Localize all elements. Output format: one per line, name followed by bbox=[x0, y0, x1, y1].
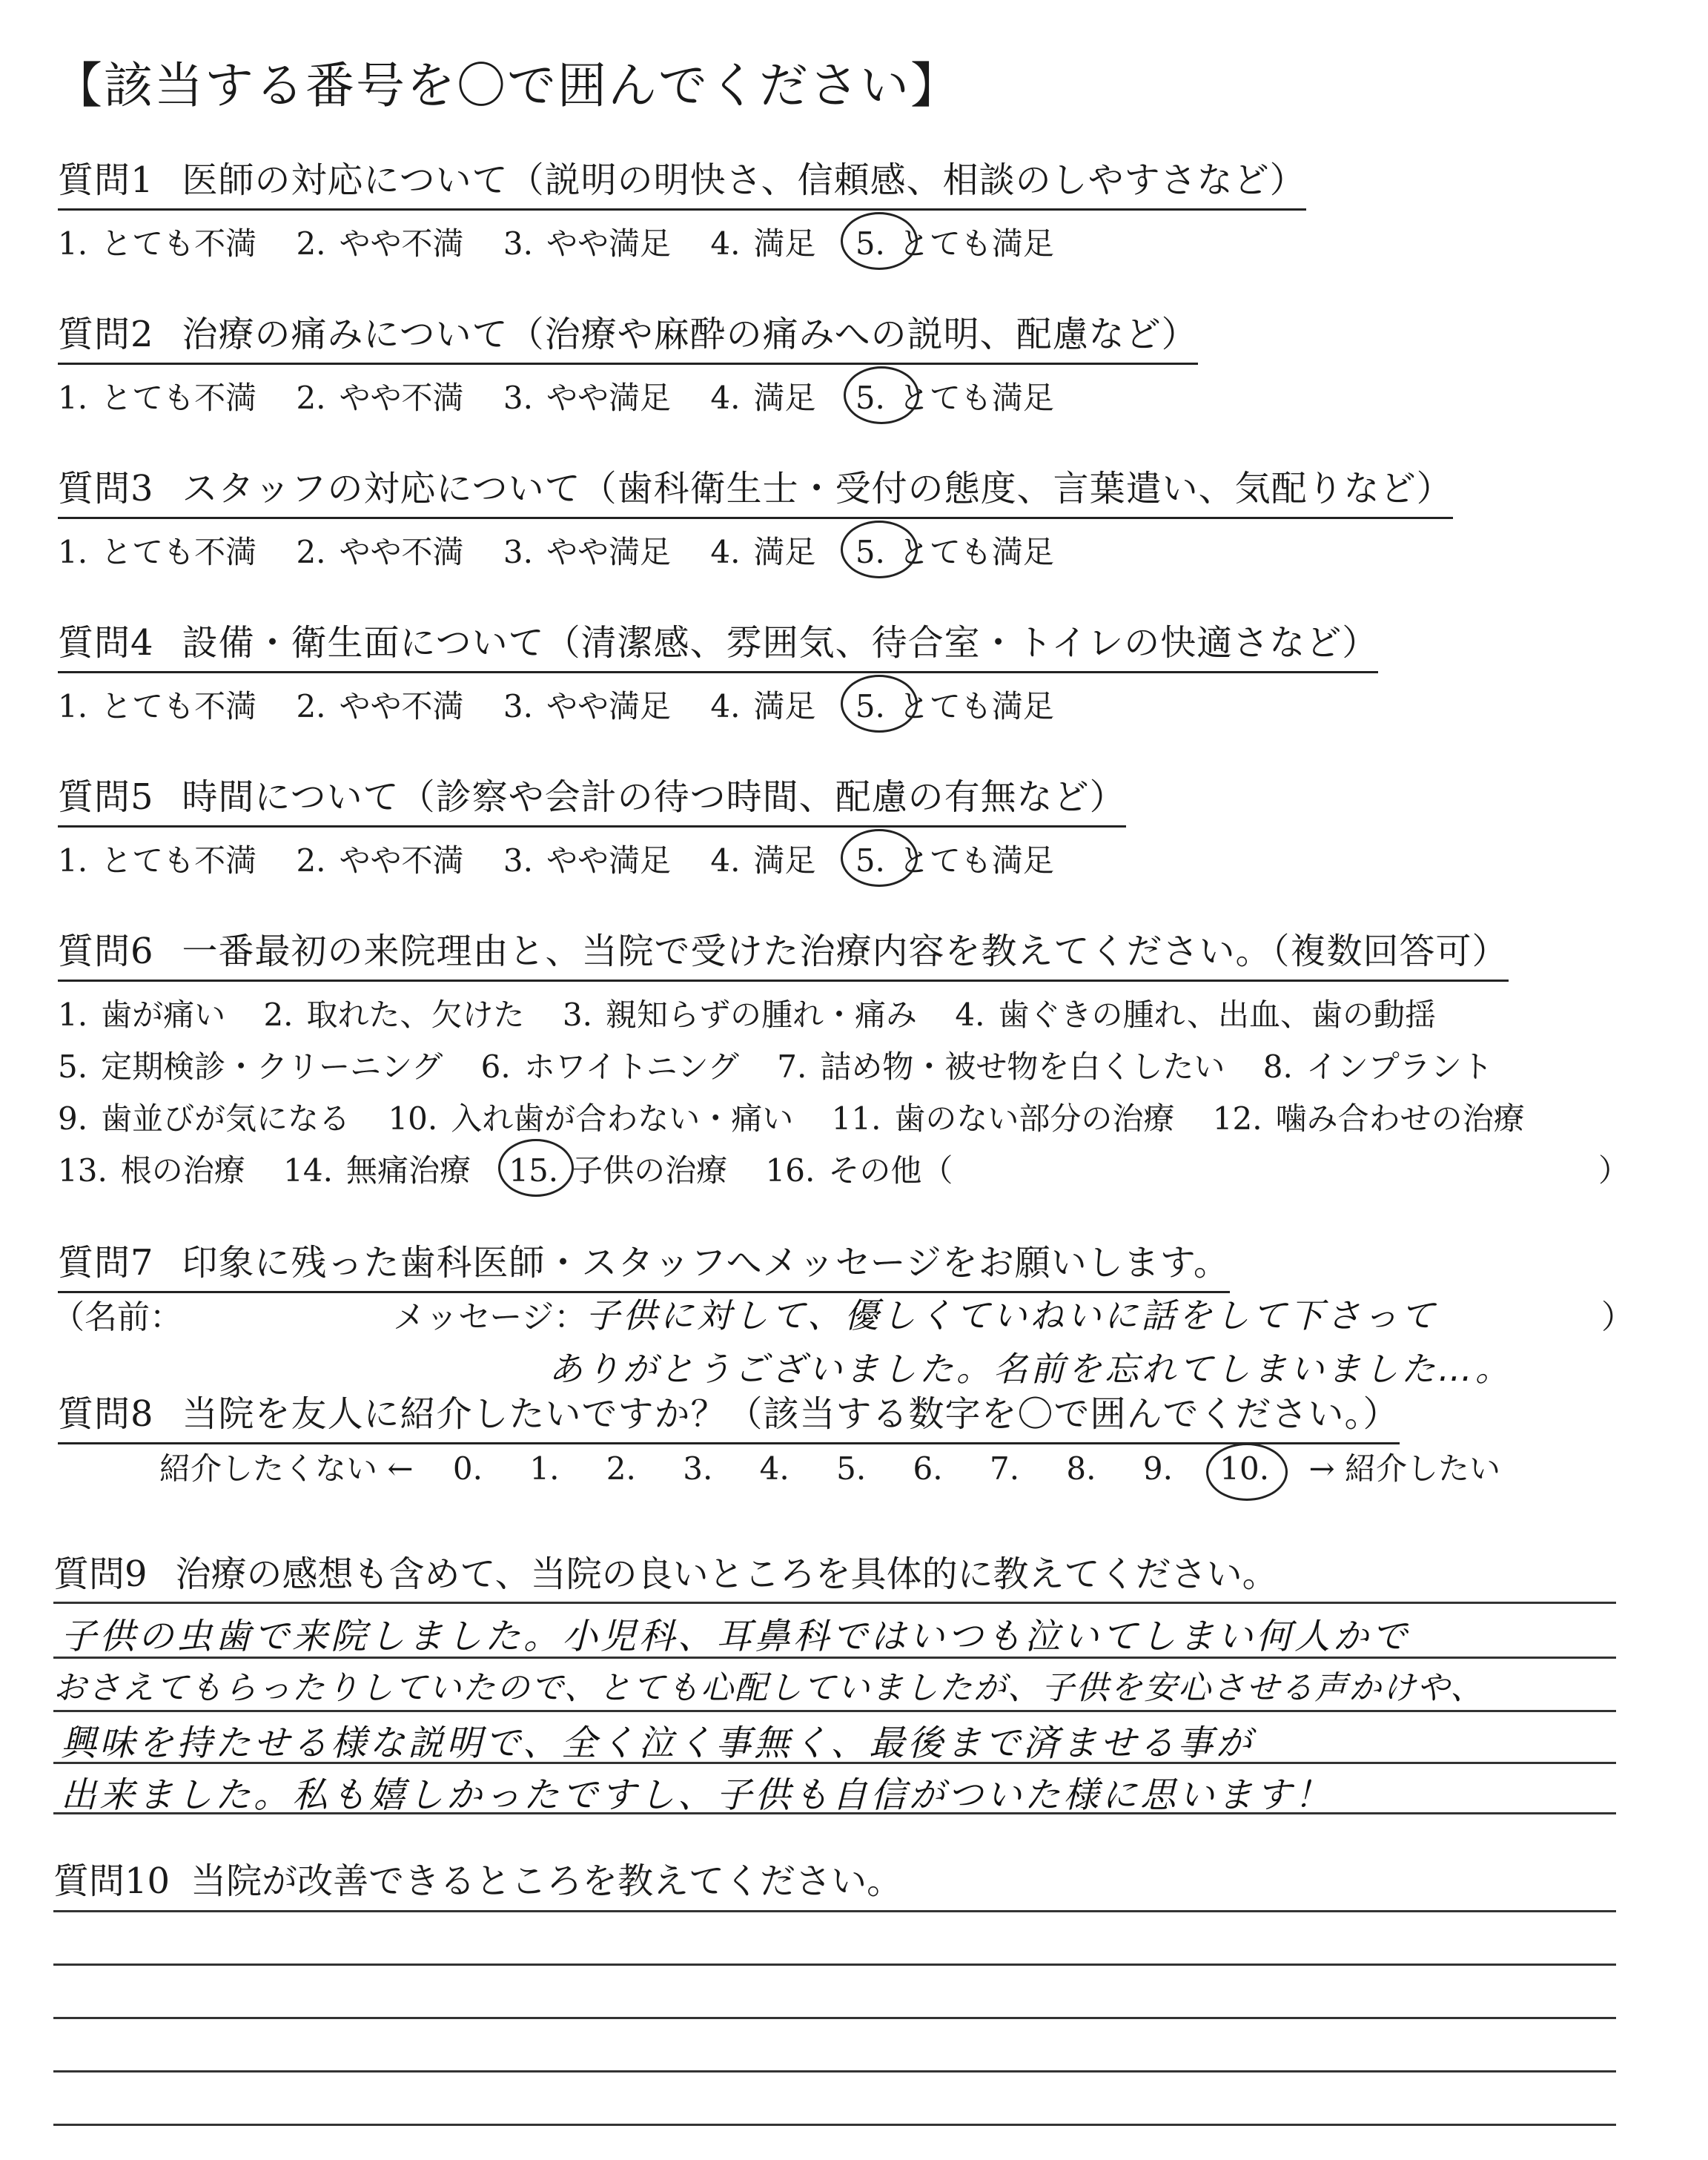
rating-option-4[interactable]: 4. 満足 bbox=[710, 225, 816, 262]
rating-option-1[interactable]: 1. とても不満 bbox=[58, 842, 257, 879]
close-paren: ） bbox=[1598, 1152, 1630, 1189]
question-number: 質問1 bbox=[58, 159, 154, 201]
question-2 bbox=[58, 305, 1198, 418]
answer-line[interactable] bbox=[53, 1964, 1616, 1966]
scale-10-selected[interactable]: 10. bbox=[1219, 1450, 1269, 1487]
rating-option-3[interactable]: 3. やや満足 bbox=[503, 842, 671, 879]
close-paren: ） bbox=[1601, 1298, 1634, 1336]
answer-line[interactable] bbox=[53, 1910, 1616, 1912]
treatment-option[interactable]: 9. 歯並びが気になる bbox=[58, 1100, 351, 1137]
question-text: 医師の対応について（説明の明快さ、信頼感、相談のしやすさなど） bbox=[182, 159, 1306, 201]
scale-8[interactable]: 8. bbox=[1066, 1450, 1096, 1487]
question-2-title: 質問2 治療の痛みについて（治療や麻酔の痛みへの説明、配慮など） bbox=[58, 305, 1198, 365]
treatment-option[interactable]: 11. 歯のない部分の治療 bbox=[831, 1100, 1175, 1137]
question-6 bbox=[58, 922, 1630, 1198]
rating-option-5[interactable]: 5. とても満足 bbox=[855, 682, 1054, 727]
scale-3[interactable]: 3. bbox=[683, 1450, 713, 1487]
rating-option-1[interactable]: 1. とても不満 bbox=[58, 534, 257, 570]
question-6-title: 質問6 一番最初の来院理由と、当院で受けた治療内容を教えてください。（複数回答可） bbox=[58, 922, 1509, 982]
answer-line bbox=[53, 1602, 1616, 1604]
treatment-option[interactable]: 6. ホワイトニング bbox=[480, 1048, 739, 1085]
name-label: （名前： bbox=[52, 1298, 182, 1336]
question-3-title: 質問3 スタッフの対応について（歯科衛生士・受付の態度、言葉遣い、気配りなど） bbox=[58, 460, 1453, 519]
handwritten-answer-line-1: 子供の虫歯で来院しました。小児科、耳鼻科ではいつも泣いてしまい何人かで bbox=[61, 1616, 1411, 1657]
question-7 bbox=[58, 1234, 1230, 1293]
referral-scale bbox=[159, 1444, 1500, 1489]
page-title: 【該当する番号を〇で囲んでください】 bbox=[53, 57, 961, 114]
scale-0[interactable]: 0. bbox=[452, 1450, 483, 1487]
rating-option-5[interactable]: 5. とても満足 bbox=[855, 836, 1054, 881]
answer-line[interactable] bbox=[53, 2017, 1616, 2019]
handwritten-message-line-2: ありがとうございました。名前を忘れてしまいました…。 bbox=[549, 1349, 1512, 1389]
question-8 bbox=[58, 1385, 1400, 1444]
scale-9[interactable]: 9. bbox=[1142, 1450, 1173, 1487]
question-7-title: 質問7 印象に残った歯科医師・スタッフへメッセージをお願いします。 bbox=[58, 1234, 1230, 1293]
question-8-title: 質問8 当院を友人に紹介したいですか？（該当する数字を〇で囲んでください。） bbox=[58, 1385, 1400, 1444]
scale-2[interactable]: 2. bbox=[606, 1450, 636, 1487]
answer-line[interactable] bbox=[53, 2124, 1616, 2126]
answer-line[interactable] bbox=[53, 2070, 1616, 2073]
answer-line bbox=[53, 1762, 1616, 1764]
rating-option-2[interactable]: 2. やや不満 bbox=[296, 842, 464, 879]
treatment-option-selected[interactable]: 15. 子供の治療 bbox=[509, 1146, 727, 1191]
treatment-option[interactable]: 3. 親知らずの腫れ・痛み bbox=[562, 997, 917, 1033]
rating-option-4[interactable]: 4. 満足 bbox=[710, 534, 816, 570]
treatment-option[interactable]: 10. 入れ歯が合わない・痛い bbox=[388, 1100, 794, 1137]
question-1-title bbox=[58, 151, 1306, 211]
question-4 bbox=[58, 614, 1378, 727]
rating-option-5[interactable]: 5. とても満足 bbox=[855, 528, 1054, 572]
handwritten-answer-line-3: 興味を持たせる様な説明で、全く泣く事無く、最後まで済ませる事が bbox=[61, 1723, 1255, 1764]
scale-4[interactable]: 4. bbox=[759, 1450, 790, 1487]
rating-option-4[interactable]: 4. 満足 bbox=[710, 688, 816, 724]
scale-5[interactable]: 5. bbox=[836, 1450, 867, 1487]
handwritten-answer-line-4: 出来ました。私も嬉しかったですし、子供も自信がついた様に思います！ bbox=[61, 1774, 1334, 1816]
rating-option-1[interactable]: 1. とても不満 bbox=[58, 688, 257, 724]
scale-7[interactable]: 7. bbox=[989, 1450, 1020, 1487]
rating-option-2[interactable]: 2. やや不満 bbox=[296, 225, 464, 262]
treatment-option[interactable]: 7. 詰め物・被せ物を白くしたい bbox=[777, 1048, 1225, 1085]
question-3 bbox=[58, 460, 1453, 572]
scale-6[interactable]: 6. bbox=[913, 1450, 943, 1487]
question-5-title: 質問5 時間について（診察や会計の待つ時間、配慮の有無など） bbox=[58, 768, 1126, 828]
treatment-row-3 bbox=[58, 1094, 1553, 1146]
rating-scale bbox=[58, 528, 1453, 572]
question-1 bbox=[58, 151, 1306, 264]
rating-option-1[interactable]: 1. とても不満 bbox=[58, 380, 257, 416]
rating-option-3[interactable]: 3. やや満足 bbox=[503, 225, 671, 262]
rating-scale bbox=[58, 682, 1378, 727]
question-10-title: 質問10 当院が改善できるところを教えてください。 bbox=[53, 1860, 903, 1902]
treatment-option[interactable]: 8. インプラント bbox=[1262, 1048, 1493, 1085]
treatment-option[interactable]: 13. 根の治療 bbox=[58, 1152, 245, 1189]
rating-option-3[interactable]: 3. やや満足 bbox=[503, 534, 671, 570]
treatment-option[interactable]: 1. 歯が痛い bbox=[58, 997, 226, 1033]
treatment-row-1 bbox=[58, 991, 1553, 1043]
rating-option-5[interactable]: 5. とても満足 bbox=[855, 374, 1054, 418]
treatment-row-4 bbox=[58, 1146, 1630, 1198]
rating-option-2[interactable]: 2. やや不満 bbox=[296, 534, 464, 570]
rating-option-2[interactable]: 2. やや不満 bbox=[296, 380, 464, 416]
rating-option-4[interactable]: 4. 満足 bbox=[710, 380, 816, 416]
rating-option-1[interactable]: 1. とても不満 bbox=[58, 225, 257, 262]
treatment-option[interactable]: 4. 歯ぐきの腫れ、出血、歯の動揺 bbox=[955, 997, 1436, 1033]
handwritten-message-line-1: 子供に対して、優しくていねいに話をして下さって bbox=[586, 1295, 1438, 1335]
treatment-option[interactable]: 5. 定期検診・クリーニング bbox=[58, 1048, 443, 1085]
rating-scale bbox=[58, 219, 1306, 264]
scale-1[interactable]: 1. bbox=[529, 1450, 560, 1487]
question-5 bbox=[58, 768, 1126, 881]
answer-line bbox=[53, 1812, 1616, 1814]
treatment-row-2 bbox=[58, 1043, 1553, 1094]
treatment-option[interactable]: 16. その他（ bbox=[765, 1152, 953, 1189]
not-recommend-label: 紹介したくない ← bbox=[159, 1450, 414, 1487]
recommend-label: → 紹介したい bbox=[1308, 1450, 1500, 1487]
handwritten-answer-line-2: おさえてもらったりしていたので、とても心配していましたが、子供を安心させる声かけや、 bbox=[53, 1669, 1485, 1707]
rating-option-5[interactable]: 5. とても満足 bbox=[855, 219, 1054, 264]
treatment-option[interactable]: 14. 無痛治療 bbox=[283, 1152, 471, 1189]
treatment-option[interactable]: 2. 取れた、欠けた bbox=[263, 997, 525, 1033]
question-9-title: 質問9 治療の感想も含めて、当院の良いところを具体的に教えてください。 bbox=[53, 1553, 1278, 1595]
treatment-options bbox=[58, 991, 1630, 1198]
rating-option-3[interactable]: 3. やや満足 bbox=[503, 380, 671, 416]
rating-option-4[interactable]: 4. 満足 bbox=[710, 842, 816, 879]
rating-scale bbox=[58, 374, 1198, 418]
treatment-option[interactable]: 12. 噛み合わせの治療 bbox=[1212, 1100, 1525, 1137]
answer-line bbox=[53, 1657, 1616, 1659]
rating-option-2[interactable]: 2. やや不満 bbox=[296, 688, 464, 724]
message-label: メッセージ： bbox=[393, 1298, 587, 1336]
rating-scale bbox=[58, 836, 1126, 881]
question-4-title: 質問4 設備・衛生面について（清潔感、雰囲気、待合室・トイレの快適さなど） bbox=[58, 614, 1378, 673]
answer-line bbox=[53, 1710, 1616, 1712]
rating-option-3[interactable]: 3. やや満足 bbox=[503, 688, 671, 724]
